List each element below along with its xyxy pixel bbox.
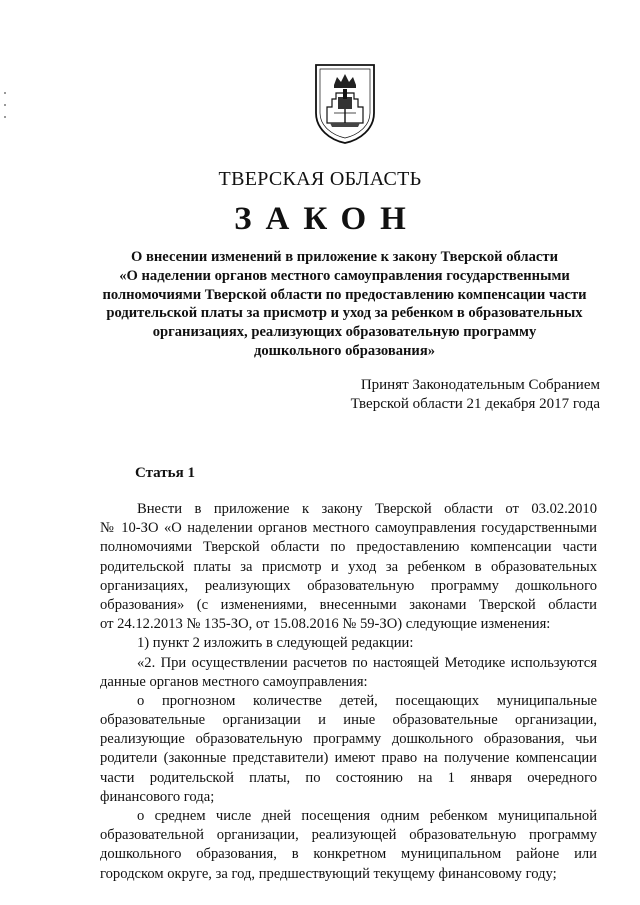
body-line: родительской платы за присмотр и уход за ребенком в образовательных <box>100 558 597 575</box>
body-line: Внести в приложение к закону Тверской области от 03.02.2010 <box>137 501 597 517</box>
body-line: городском округе, за год, предшествующий текущему финансовому году; <box>100 865 557 882</box>
body-line: от 24.12.2013 № 135-ЗО, от 15.08.2016 № 59-ЗО) следующие изменения: <box>100 616 551 633</box>
body-line: образовательной организации, реализующей образовательную программу <box>100 827 597 844</box>
body-line: № 10-ЗО «О наделении органов местного самоуправления государственными <box>100 520 597 537</box>
subject-line: полномочиями Тверской области по предоставлению компенсации части <box>102 286 587 303</box>
document-type-title: ЗАКОН <box>234 201 420 237</box>
margin-dot <box>4 104 6 106</box>
body-line: образования» (с изменениями, внесенными законами Тверской области <box>100 596 597 613</box>
law-subject <box>92 248 597 361</box>
body-line: о прогнозном количестве детей, посещающих муниципальные <box>137 692 597 709</box>
adoption-line: Принят Законодательным Собранием <box>360 377 600 393</box>
article-body <box>100 500 597 884</box>
subject-line: дошкольного образования» <box>253 342 436 359</box>
body-line: 1) пункт 2 изложить в следующей редакции: <box>137 635 414 652</box>
adoption-note <box>300 376 600 414</box>
body-line: дошкольного образования, в конкретном муниципальном районе или <box>100 846 597 863</box>
body-line: организациях, реализующих образовательную программу дошкольного <box>100 577 597 594</box>
body-line: «2. При осуществлении расчетов по настоящей Методике используются <box>137 654 597 671</box>
adoption-line: Тверской области 21 декабря 2017 года <box>350 396 600 412</box>
subject-line: О внесении изменений в приложение к закону Тверской области <box>131 249 558 265</box>
article-heading: Статья 1 <box>135 465 195 481</box>
margin-dot <box>4 92 6 94</box>
body-line: данные органов местного самоуправления: <box>100 673 368 690</box>
body-line: о среднем числе дней посещения одним ребенком муниципальной <box>137 808 597 824</box>
margin-dot <box>4 116 6 118</box>
subject-line: «О наделении органов местного самоуправления государственными <box>119 267 570 284</box>
body-line: финансового года; <box>100 788 215 805</box>
body-line: реализующие образовательную программу дошкольного образования, чьи <box>100 731 597 748</box>
body-line: родители (законные представители) имеют право на получение компенсации <box>100 750 597 767</box>
body-line: образовательные организации и иные образовательные организации, <box>100 712 597 729</box>
body-line: полномочиями Тверской области по предоставлению компенсации части <box>100 539 597 556</box>
region-name: ТВЕРСКАЯ ОБЛАСТЬ <box>218 168 422 190</box>
coat-of-arms-emblem <box>314 63 376 145</box>
body-line: части родительской платы, по состоянию на 1 января очередного <box>100 769 597 786</box>
subject-line: родительской платы за присмотр и уход за ребенком в образовательных <box>106 305 583 322</box>
subject-line: организациях, реализующих образовательную программу <box>152 324 537 341</box>
